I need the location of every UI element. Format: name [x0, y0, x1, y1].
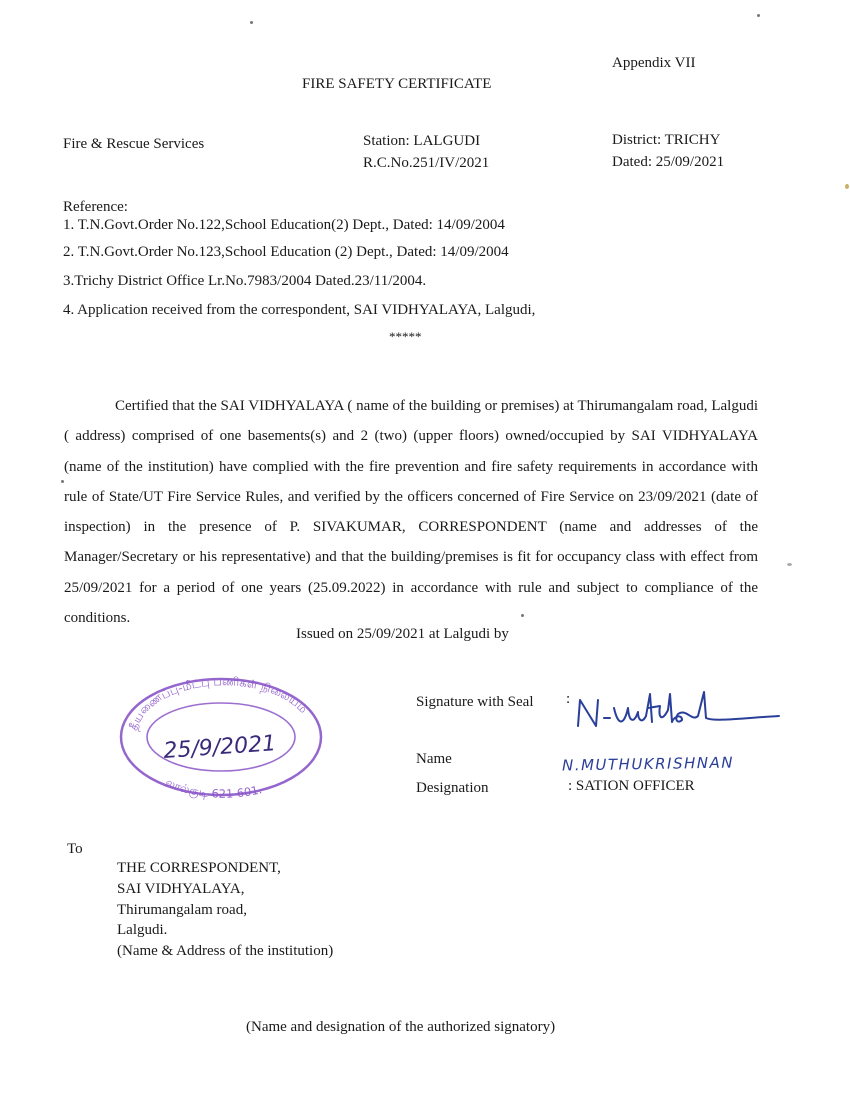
seal-top-text: தீயணைப்பு-மீட்பு பணிகள் நிலையம் — [126, 674, 311, 733]
to-label: To — [67, 841, 83, 857]
signature-label: Signature with Seal — [416, 694, 534, 710]
scan-speck — [61, 480, 64, 483]
designation-value: : SATION OFFICER — [568, 778, 695, 794]
station-field: Station: LALGUDI — [363, 133, 481, 149]
district-field: District: TRICHY — [612, 132, 721, 148]
signature-colon: : — [566, 691, 571, 707]
scan-speck — [521, 614, 524, 617]
authorized-signatory-caption: (Name and designation of the authorized signatory) — [246, 1019, 556, 1035]
reference-item: 3.Trichy District Office Lr.No.7983/2004 Dated.23/11/2004. — [63, 273, 427, 289]
reference-item: 2. T.N.Govt.Order No.123,School Education (2) Dept., Dated: 14/09/2004 — [63, 244, 509, 260]
dated-field: Dated: 25/09/2021 — [612, 154, 725, 170]
designation-label: Designation — [416, 780, 489, 796]
seal-date-handwritten: 25/9/2021 — [162, 731, 277, 765]
reference-item: 1. T.N.Govt.Order No.122,School Education(2) Dept., Dated: 14/09/2004 — [63, 217, 505, 233]
certification-paragraph: Certified that the SAI VIDHYALAYA ( name of the building or premises) at Thirumangalam road, Lalgudi ( address) comprised of one basements(s) and 2 (two) (upper floors) owned/occupied by SAI VIDHYALAYA (name of the institution) have complied with the fire prevention and fire safety requirements in accordance with rule of State/UT Fire Service Rules, and verified by the officers concerned of Fire Service on 23/09/2021 (date of inspection) in the presence of P. SIVAKUMAR, CORRESPONDENT (name and addresses of the Manager/Secretary or his representative) and that the building/premises is fit for occupancy class with effect from 25/09/2021 for a period of one years (25.09.2022) in accordance with rule and subject to compliance of the conditions. — [64, 398, 758, 627]
address-line: THE CORRESPONDENT, — [117, 860, 281, 876]
scan-speck — [250, 21, 253, 24]
handwritten-signature — [574, 686, 784, 741]
name-label: Name — [416, 751, 452, 767]
signature-text: N.Muthukrishnan — [574, 686, 582, 687]
scan-speck — [787, 563, 792, 566]
address-line: SAI VIDHYALAYA, — [117, 880, 245, 897]
address-line: (Name & Address of the institution) — [117, 943, 334, 960]
address-line: Lalgudi. — [117, 922, 168, 939]
address-line: Thirumangalam road, — [117, 901, 247, 918]
issued-line: Issued on 25/09/2021 at Lalgudi by — [296, 626, 509, 642]
svg-text:லால்குடி-621 601. — [164, 775, 264, 801]
reference-separator: ***** — [389, 329, 422, 344]
rc-number-field: R.C.No.251/IV/2021 — [363, 155, 490, 171]
scan-speck — [757, 14, 760, 17]
official-seal-stamp — [115, 672, 327, 807]
scan-speck — [845, 184, 849, 189]
reference-label: Reference: — [63, 199, 128, 215]
reference-item: 4. Application received from the correspondent, SAI VIDHYALAYA, Lalgudi, — [63, 302, 536, 318]
appendix-label: Appendix VII — [612, 55, 696, 71]
recipient-address — [117, 858, 333, 962]
department-name: Fire & Rescue Services — [63, 136, 205, 152]
handwritten-name: N.MUTHUKRISHNAN — [561, 753, 735, 775]
page-title: FIRE SAFETY CERTIFICATE — [302, 76, 492, 92]
seal-bottom-text: லால்குடி-621 601. — [163, 774, 264, 801]
